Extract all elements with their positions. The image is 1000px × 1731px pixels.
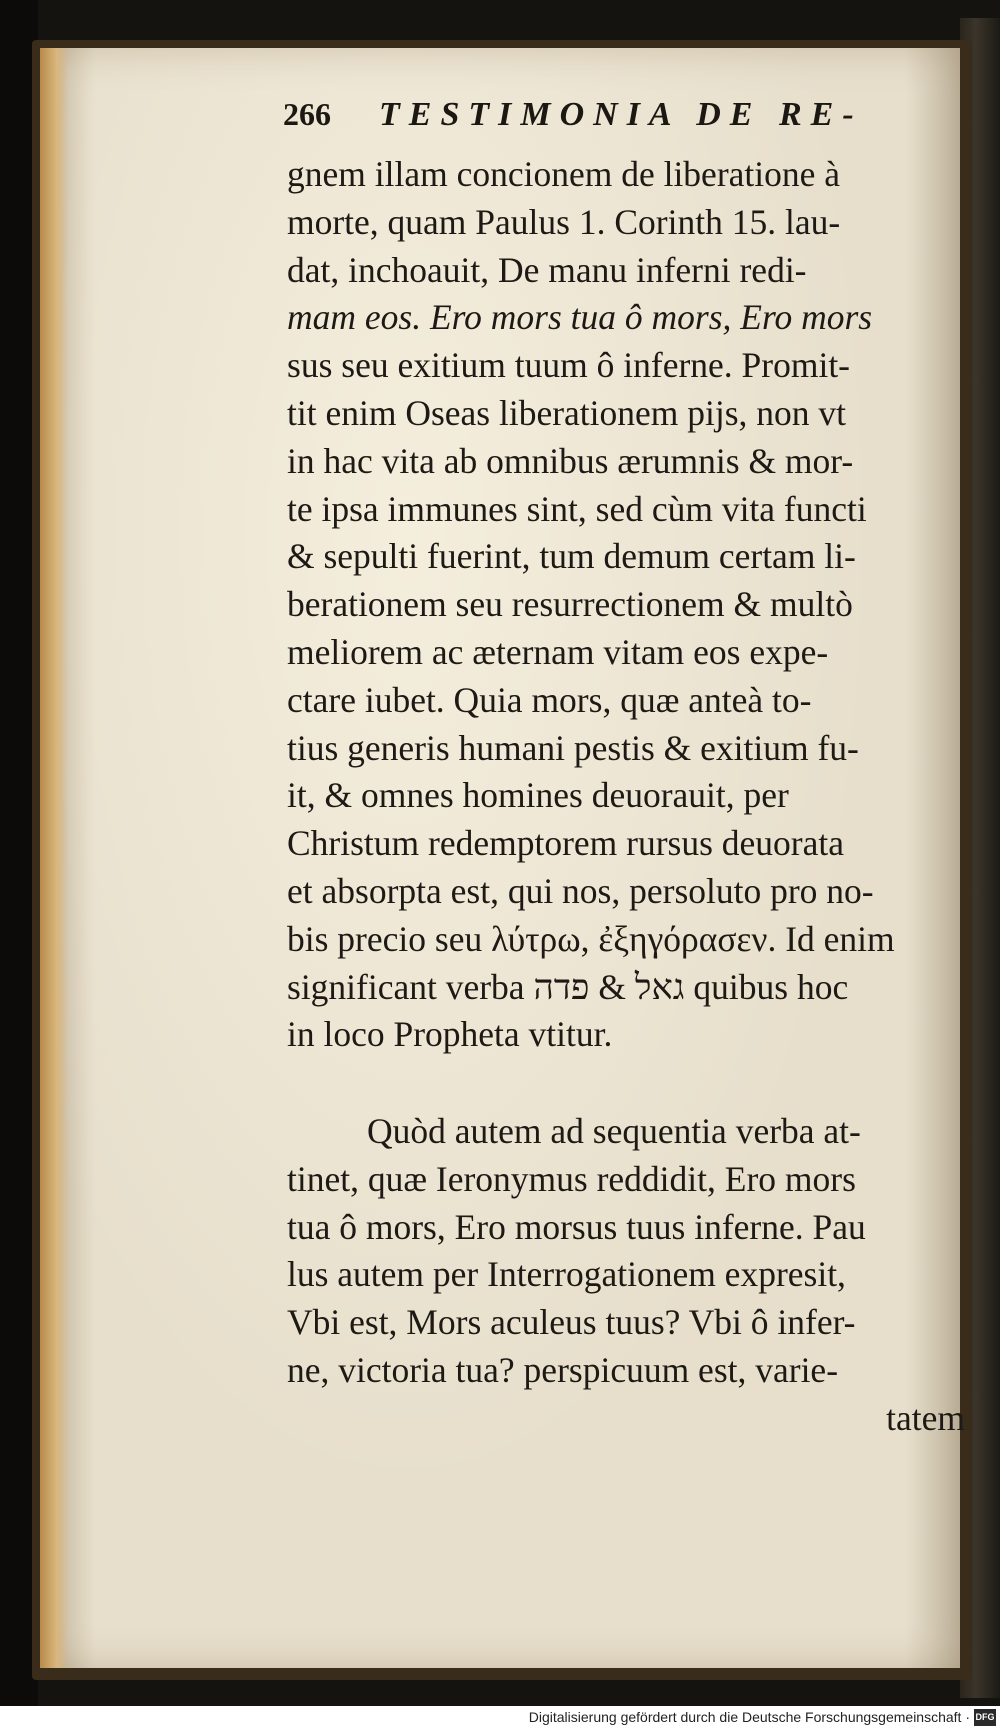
text-line: tius generis humani pestis & exitium fu- (287, 727, 859, 768)
paragraph-2 (287, 1108, 965, 1443)
text-line: bis precio seu λύτρω, ἐξηγόρασεν. Id enim (287, 918, 895, 959)
page-gutter (40, 48, 68, 1668)
text-line: tit enim Oseas liberationem pijs, non vt (287, 392, 847, 433)
text-line: sus seu exitium tuum ô inferne. Promit- (287, 345, 851, 386)
running-head: TESTIMONIA DE RE- (379, 96, 863, 133)
text-line: & sepulti fuerint, tum demum certam li- (287, 536, 856, 577)
text-line: lus autem per Interrogationem expresit, (287, 1254, 846, 1295)
text-line: berationem seu resurrectionem & multò (287, 584, 853, 625)
text-line: in loco Propheta vtitur. (287, 1014, 613, 1055)
text-line: et absorpta est, qui nos, persoluto pro no- (287, 870, 874, 911)
paragraph-1 (287, 151, 965, 1059)
text-line: it, & omnes homines deuorauit, per (287, 775, 789, 816)
text-line: Quòd autem ad sequentia verba at- (367, 1111, 861, 1151)
text-line: in hac vita ab omnibus ærumnis & mor- (287, 440, 854, 481)
text-line: significant verba גאל & פדה quibus hoc (287, 966, 849, 1007)
text-line: gnem illam concionem de liberatione à (287, 154, 841, 194)
funding-credit: Digitalisierung gefördert durch die Deutsche Forschungsgemeinschaft · (528, 1709, 970, 1725)
text-line: mam eos. Ero mors tua ô mors, Ero mors (287, 297, 873, 338)
text-line: Vbi est, Mors aculeus tuus? Vbi ô infer- (287, 1302, 856, 1343)
page-number: 266 (283, 96, 331, 132)
text-line: tinet, quæ Ieronymus reddidit, Ero mors (287, 1158, 856, 1199)
text-line: meliorem ac æternam vitam eos expe- (287, 631, 829, 672)
text-line: morte, quam Paulus 1. Corinth 15. lau- (287, 201, 841, 242)
text-line: te ipsa immunes sint, sed cùm vita functi (287, 488, 867, 529)
text-line: ne, victoria tua? perspicuum est, varie- (287, 1349, 839, 1390)
page-header (283, 96, 903, 144)
catchword: tatem (886, 1397, 965, 1438)
digitization-footer (0, 1706, 1000, 1731)
text-line: Christum redemptorem rursus deuorata (287, 823, 845, 864)
text-line: dat, inchoauit, De manu inferni redi- (287, 249, 807, 290)
text-line: tua ô mors, Ero morsus tuus inferne. Pau (287, 1206, 866, 1247)
dfg-logo-icon: DFG (974, 1709, 996, 1726)
text-line: ctare iubet. Quia mors, quæ anteà to- (287, 679, 812, 720)
